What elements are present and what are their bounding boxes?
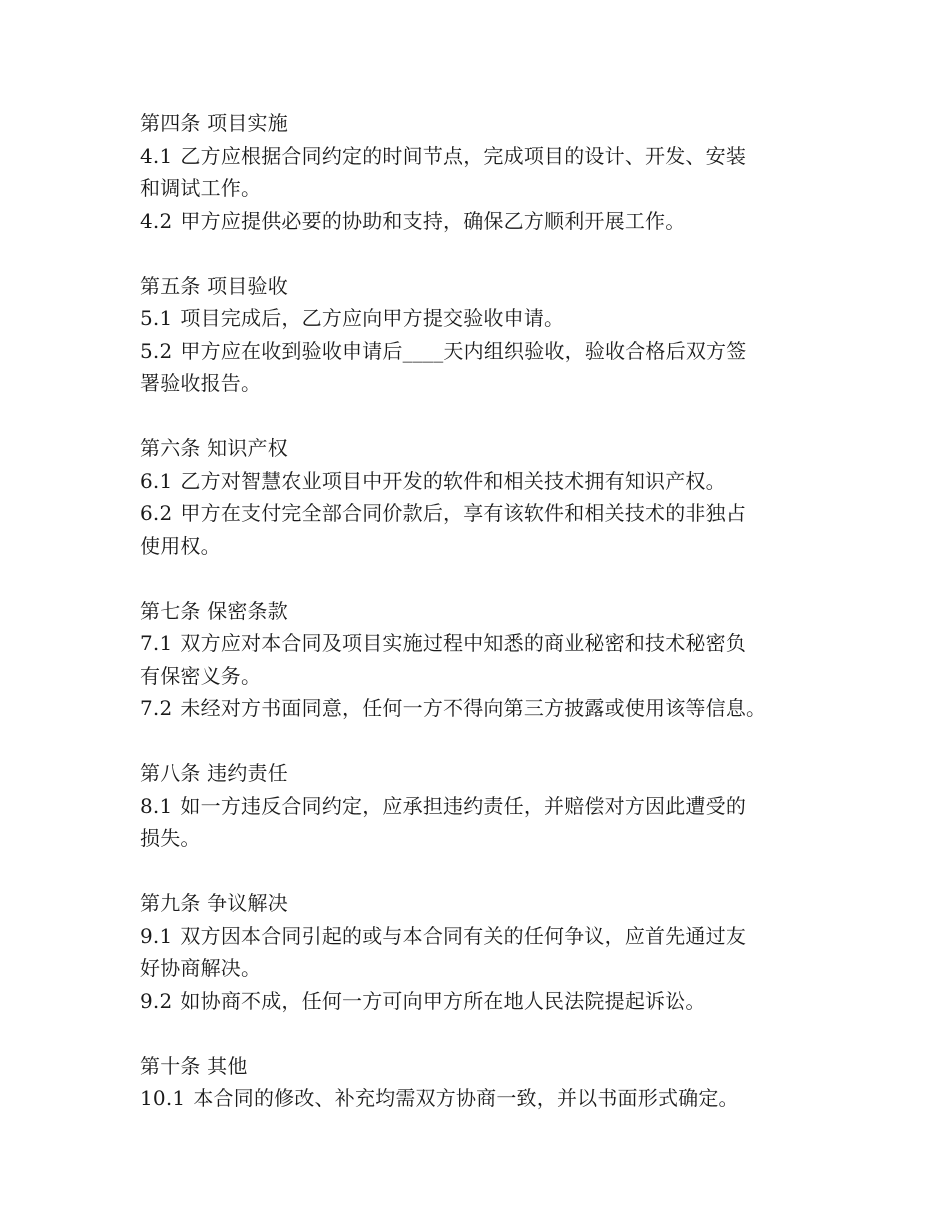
contract-article — [140, 887, 840, 1017]
clause-text: 本合同的修改、补充均需双方协商一致，并以书面形式确定。 — [193, 1086, 739, 1110]
clause-number: 5.1 — [140, 306, 173, 330]
article-heading: 第八条 违约责任 — [140, 761, 288, 785]
clause-number: 4.1 — [140, 143, 173, 168]
clause-text: 有保密义务。 — [140, 663, 262, 688]
clause-text: 乙方应根据合同约定的时间节点，完成项目的设计、开发、安装 — [180, 143, 747, 168]
clause-line — [140, 952, 840, 985]
clause-number: 7.2 — [140, 696, 173, 720]
contract-article — [140, 757, 840, 855]
clause-text: 和调试工作。 — [140, 176, 262, 200]
clause-line — [140, 627, 840, 660]
contract-article — [140, 595, 840, 725]
clause-number: 9.2 — [140, 988, 173, 1013]
clause-text: 甲方应提供必要的协助和支持，确保乙方顺利开展工作。 — [180, 208, 686, 233]
article-heading: 第十条 其他 — [140, 1053, 248, 1078]
clause-text: 甲方应在收到验收申请后____天内组织验收，验收合格后双方签 — [180, 338, 747, 363]
clause-text: 损失。 — [140, 826, 201, 850]
clause-line — [140, 660, 840, 693]
clause-number: 10.1 — [140, 1086, 186, 1110]
clause-text: 乙方对智慧农业项目中开发的软件和相关技术拥有知识产权。 — [180, 468, 726, 493]
clause-line — [140, 985, 840, 1018]
article-heading: 第四条 项目实施 — [140, 111, 288, 135]
clause-text: 甲方在支付完全部合同价款后，享有该软件和相关技术的非独占 — [180, 501, 747, 525]
clause-line — [140, 465, 840, 498]
clause-number: 6.1 — [140, 468, 173, 493]
clause-line — [140, 367, 840, 400]
clause-line — [140, 302, 840, 335]
clause-line — [140, 140, 840, 173]
clause-number: 7.1 — [140, 631, 173, 655]
contract-article — [140, 1050, 840, 1115]
clause-line — [140, 1082, 840, 1115]
clause-text: 好协商解决。 — [140, 956, 262, 980]
contract-article — [140, 270, 840, 400]
clause-line — [140, 205, 840, 238]
clause-text: 如一方违反合同约定，应承担违约责任，并赔偿对方因此遭受的 — [180, 793, 747, 818]
clause-number: 8.1 — [140, 793, 173, 818]
clause-number: 4.2 — [140, 208, 173, 233]
clause-text: 项目完成后，乙方应向甲方提交验收申请。 — [180, 306, 565, 330]
clause-line — [140, 920, 840, 953]
clause-number: 5.2 — [140, 338, 173, 363]
clause-text: 未经对方书面同意，任何一方不得向第三方披露或使用该等信息。 — [180, 696, 767, 720]
clause-text: 署验收报告。 — [140, 371, 262, 395]
contract-article — [140, 432, 840, 562]
clause-line — [140, 172, 840, 205]
article-heading: 第七条 保密条款 — [140, 598, 288, 623]
clause-line — [140, 530, 840, 563]
clause-line — [140, 822, 840, 855]
clause-line — [140, 335, 840, 368]
clause-number: 6.2 — [140, 501, 173, 525]
contract-article — [140, 107, 840, 237]
clause-text: 使用权。 — [140, 533, 221, 558]
clause-line — [140, 497, 840, 530]
contract-body — [140, 107, 840, 1115]
clause-line — [140, 790, 840, 823]
article-heading: 第五条 项目验收 — [140, 273, 288, 298]
clause-text: 双方因本合同引起的或与本合同有关的任何争议，应首先通过友 — [180, 923, 747, 948]
clause-number: 9.1 — [140, 923, 173, 948]
clause-text: 如协商不成，任何一方可向甲方所在地人民法院提起诉讼。 — [180, 988, 706, 1013]
article-heading: 第九条 争议解决 — [140, 891, 288, 915]
clause-text: 双方应对本合同及项目实施过程中知悉的商业秘密和技术秘密负 — [180, 631, 747, 655]
clause-line — [140, 692, 840, 725]
article-heading: 第六条 知识产权 — [140, 436, 288, 460]
